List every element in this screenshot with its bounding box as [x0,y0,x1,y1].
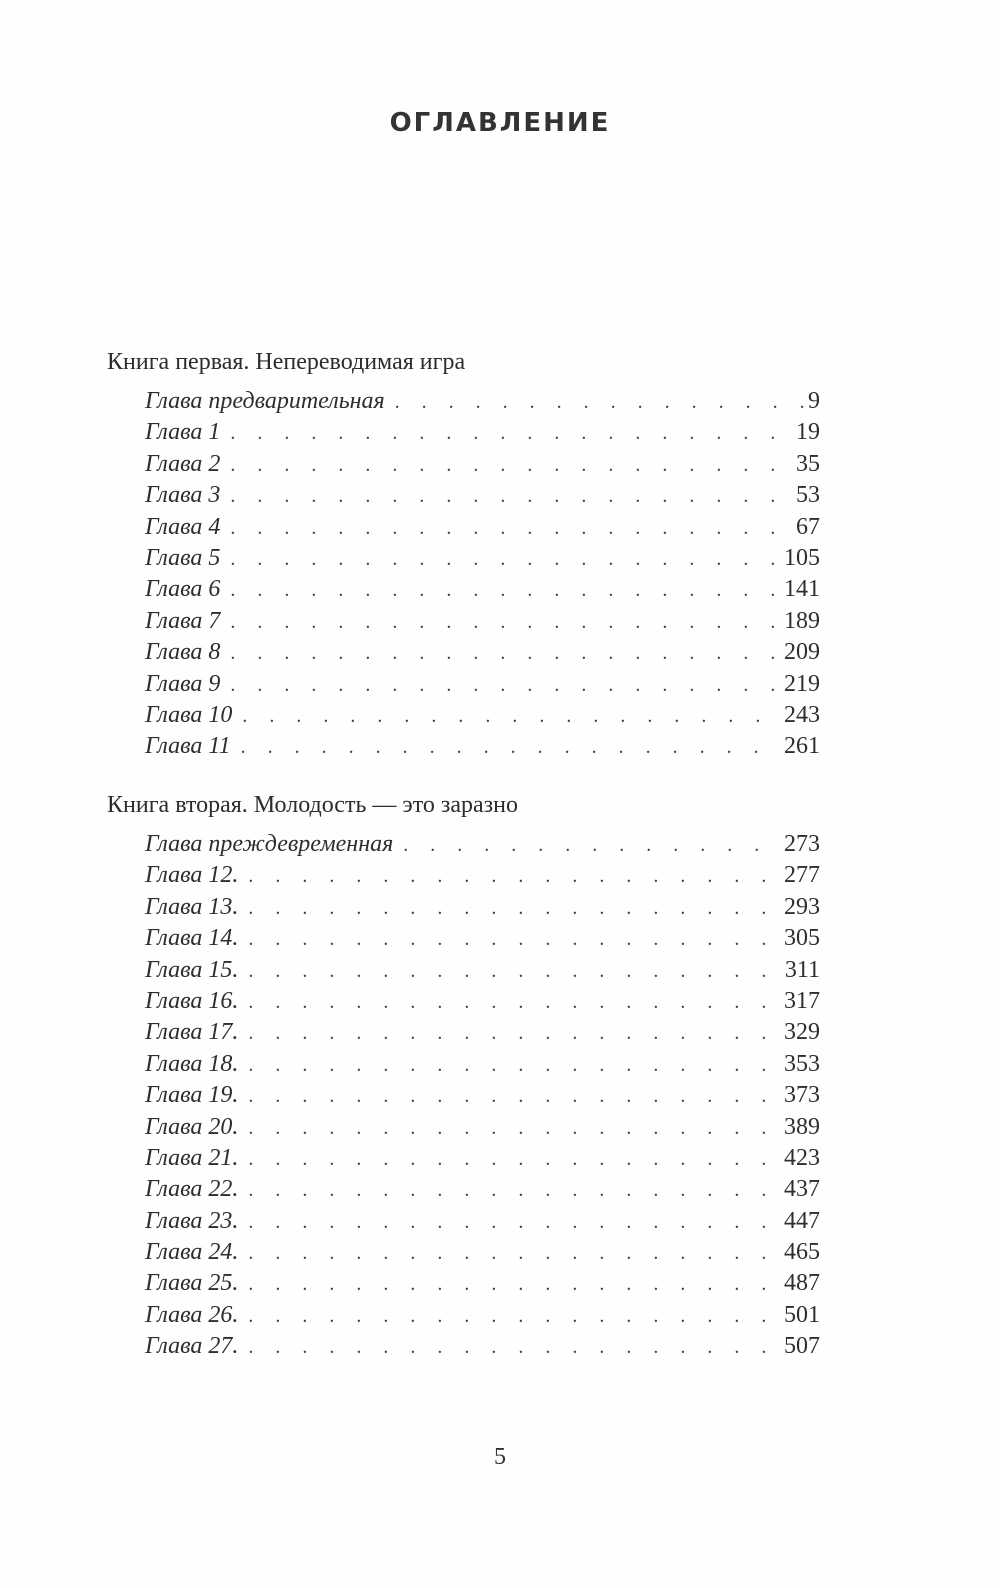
dot-leader [220,450,792,481]
dot-leader [220,481,792,512]
dot-leader [238,1018,780,1049]
chapter-title: Глава 10 [145,701,233,728]
book-section-2 [107,789,820,1363]
toc-entry[interactable] [145,731,820,762]
dot-leader [238,1269,780,1300]
toc-entry[interactable] [145,1268,820,1299]
chapter-title: Глава 5 [145,544,221,571]
chapter-title: Глава 6 [145,576,221,603]
dot-leader [220,418,792,449]
toc-entry[interactable] [145,1300,820,1331]
dot-leader [231,732,780,763]
dot-leader [238,987,780,1018]
page-number: 423 [784,1144,820,1171]
toc-entry[interactable] [145,669,820,700]
page-number: 329 [784,1019,820,1046]
page-number: 305 [784,925,820,952]
page-number: 353 [784,1050,820,1077]
toc-entry[interactable] [145,1080,820,1111]
dot-leader [238,1050,780,1081]
page-number: 447 [784,1207,820,1234]
page-number: 293 [784,893,820,920]
page-number: 243 [784,701,820,728]
page-number: 311 [784,956,820,983]
chapter-title: Глава 23. [145,1207,239,1234]
book-heading: Книга вторая. Молодость — это заразно [107,792,518,818]
dot-leader [385,387,804,418]
toc-entry[interactable] [145,637,820,668]
dot-leader [220,638,780,669]
toc-entry[interactable] [145,480,820,511]
toc-entry[interactable] [145,574,820,605]
toc-entry[interactable] [145,1174,820,1205]
chapter-title: Глава 20. [145,1113,239,1140]
page-number: 53 [796,482,820,509]
chapter-title: Глава 19. [145,1082,239,1109]
chapter-title: Глава 22. [145,1176,239,1203]
toc-entry[interactable] [145,449,820,480]
chapter-title: Глава 12. [145,862,239,889]
toc-entry[interactable] [145,860,820,891]
chapter-title: Глава 13. [145,893,239,920]
toc-entry[interactable] [145,1143,820,1174]
page-number: 9 [808,388,820,414]
dot-leader [238,1113,780,1144]
chapter-title: Глава 26. [145,1301,239,1328]
chapter-title: Глава 16. [145,987,239,1014]
page-number: 507 [784,1333,820,1360]
chapter-title: Глава 18. [145,1050,239,1077]
toc-entry[interactable] [145,417,820,448]
chapter-title: Глава 27. [145,1333,239,1360]
toc-entry[interactable] [145,543,820,574]
chapter-title: Глава 7 [145,607,221,634]
book-heading: Книга первая. Непереводимая игра [107,349,466,375]
page-number: 389 [784,1113,820,1140]
page-number: 501 [784,1301,820,1328]
page-number: 465 [784,1239,820,1266]
toc-entry[interactable] [145,386,820,417]
dot-leader [232,701,780,732]
toc-entry[interactable] [145,1017,820,1048]
page-number: 437 [784,1176,820,1203]
page-number: 219 [784,670,820,697]
toc-entry[interactable] [145,829,820,860]
dot-leader [220,513,792,544]
page-number: 189 [784,607,820,634]
chapter-title: Глава 14. [145,925,239,952]
page-number: 209 [784,639,820,666]
chapter-title: Глава 2 [145,450,221,477]
page-number: 35 [796,450,820,477]
dot-leader [238,1081,780,1112]
toc-entry[interactable] [145,923,820,954]
chapter-title: Глава 17. [145,1019,239,1046]
dot-leader [220,575,780,606]
dot-leader [238,1301,780,1332]
chapter-title: Глава 8 [145,639,221,666]
page-number: 67 [796,513,820,540]
page-number: 487 [784,1270,820,1297]
toc-entry[interactable] [145,955,820,986]
dot-leader [238,1207,780,1238]
toc-list [107,386,820,763]
page-footer-number: 5 [494,1444,506,1470]
chapter-title: Глава предварительная [145,388,385,414]
page-number: 105 [784,544,820,571]
dot-leader [238,893,780,924]
toc-entry[interactable] [145,1237,820,1268]
toc-entry[interactable] [145,1049,820,1080]
page-title: ОГЛАВЛЕНИЕ [389,108,611,138]
page-number: 141 [784,576,820,603]
toc-entry[interactable] [145,892,820,923]
toc-entry[interactable] [145,1112,820,1143]
page-number: 373 [784,1082,820,1109]
chapter-title: Глава 25. [145,1270,239,1297]
chapter-title: Глава 1 [145,419,221,446]
toc-list [107,829,820,1363]
dot-leader [238,924,780,955]
book-section-1 [107,346,820,763]
dot-leader [393,830,780,861]
dot-leader [238,1332,780,1363]
page-number: 273 [784,831,820,857]
chapter-title: Глава преждевременная [145,831,394,857]
page-number: 261 [784,733,820,760]
chapter-title: Глава 3 [145,482,221,509]
chapter-title: Глава 9 [145,670,221,697]
page-number: 19 [796,419,820,446]
dot-leader [238,1175,780,1206]
dot-leader [238,861,780,892]
toc-entry[interactable] [145,1206,820,1237]
toc-entry[interactable] [145,1331,820,1362]
chapter-title: Глава 24. [145,1239,239,1266]
page-number: 277 [784,862,820,889]
chapter-title: Глава 4 [145,513,221,540]
dot-leader [238,956,781,987]
dot-leader [220,607,780,638]
dot-leader [220,670,780,701]
toc-entry[interactable] [145,986,820,1017]
page-number: 317 [784,987,820,1014]
chapter-title: Глава 21. [145,1144,239,1171]
toc-entry[interactable] [145,512,820,543]
chapter-title: Глава 15. [145,956,239,983]
dot-leader [220,544,780,575]
toc-entry[interactable] [145,700,820,731]
chapter-title: Глава 11 [145,733,231,760]
toc-entry[interactable] [145,606,820,637]
dot-leader [238,1144,780,1175]
dot-leader [238,1238,780,1269]
